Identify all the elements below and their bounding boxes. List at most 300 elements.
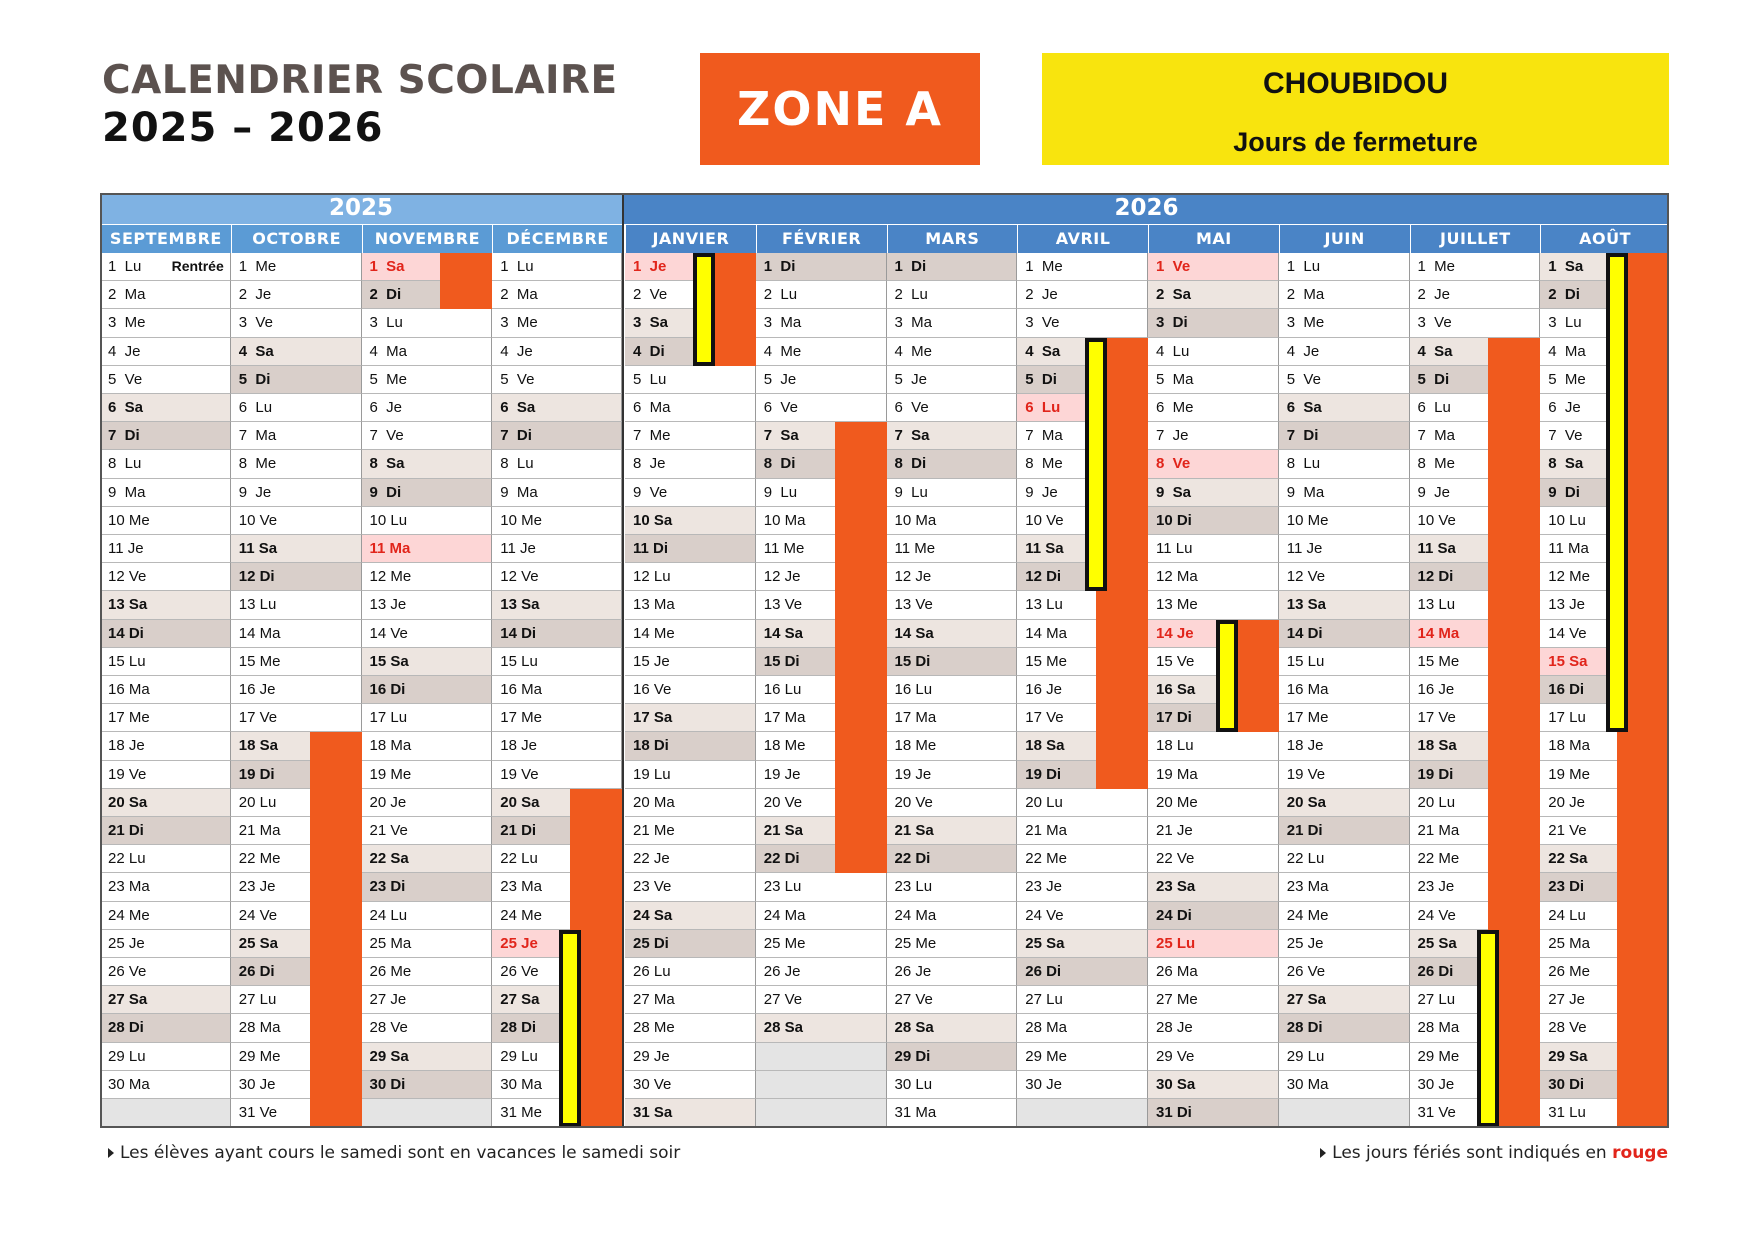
day-cell	[1148, 535, 1279, 563]
day-label: 29 Je	[633, 1047, 670, 1065]
day-label: 17 Lu	[1548, 709, 1586, 727]
day-label: 2 Ve	[633, 286, 668, 304]
day-label: 7 Me	[633, 427, 671, 445]
day-label: 15 Me	[1417, 652, 1460, 670]
day-cell	[100, 366, 231, 394]
day-label: 17 Me	[500, 709, 542, 727]
day-label: 11 Sa	[1025, 540, 1064, 557]
bullet-icon	[1320, 1148, 1326, 1158]
day-label: 27 Je	[369, 991, 407, 1009]
day-cell	[100, 676, 231, 704]
day-cell	[1279, 535, 1410, 563]
day-cell	[492, 676, 622, 704]
day-label: 8 Lu	[108, 455, 142, 473]
day-label: 27 Lu	[1417, 991, 1456, 1009]
day-label: 19 Di	[1417, 765, 1454, 783]
day-label: 14 Di	[1286, 624, 1323, 642]
day-cell	[887, 704, 1018, 732]
day-cell	[1279, 761, 1410, 789]
day-label: 7 Ve	[1548, 427, 1583, 445]
day-label: 16 Di	[369, 681, 406, 698]
day-cell	[100, 620, 231, 648]
day-label: 11 Je	[108, 540, 144, 557]
day-cell	[756, 873, 887, 901]
day-cell	[1148, 281, 1279, 309]
day-cell	[362, 535, 493, 563]
day-label: 26 Ve	[108, 963, 147, 980]
day-cell	[362, 338, 493, 366]
day-label: 7 Di	[108, 427, 140, 445]
day-label: 21 Di	[500, 822, 537, 839]
day-label: 23 Je	[1417, 878, 1455, 896]
day-label: 22 Sa	[1548, 850, 1588, 868]
day-label: 9 Di	[369, 483, 402, 501]
bullet-icon	[108, 1148, 114, 1158]
day-cell	[100, 930, 231, 958]
day-label: 2 Lu	[894, 286, 928, 304]
day-label: 28 Ma	[1025, 1019, 1067, 1037]
day-label: 27 Lu	[1025, 991, 1063, 1009]
day-cell	[100, 958, 231, 986]
day-label: 27 Sa	[1286, 991, 1326, 1009]
day-label: 13 Ve	[894, 596, 933, 614]
day-label: 10 Ve	[1417, 511, 1456, 529]
day-cell	[1279, 873, 1410, 901]
day-cell	[887, 761, 1018, 789]
day-label: 12 Ve	[1286, 568, 1326, 586]
day-cell	[492, 422, 622, 450]
day-cell	[231, 676, 362, 704]
day-label: 25 Ma	[369, 934, 412, 952]
day-cell	[492, 253, 622, 281]
day-cell	[625, 394, 756, 422]
day-cell	[887, 620, 1018, 648]
day-cell	[887, 732, 1018, 760]
day-cell	[756, 366, 887, 394]
day-cell	[625, 986, 756, 1014]
day-label: 9 Je	[1417, 483, 1451, 501]
day-label: 25 Sa	[1417, 934, 1457, 952]
day-cell	[1148, 986, 1279, 1014]
day-cell	[756, 338, 887, 366]
month-header-janvier: JANVIER	[625, 225, 756, 253]
closure-bar	[1085, 338, 1107, 592]
day-cell	[887, 902, 1018, 930]
day-cell	[756, 309, 887, 337]
day-cell	[1148, 1014, 1279, 1042]
day-cell	[362, 845, 493, 873]
day-label: 22 Me	[238, 850, 281, 868]
day-label: 18 Je	[108, 737, 145, 755]
day-label: 25 Lu	[1156, 934, 1196, 952]
day-cell	[100, 1014, 231, 1042]
day-label: 3 Me	[108, 314, 146, 332]
day-cell	[625, 620, 756, 648]
day-cell	[756, 1014, 887, 1042]
month-header-novembre: NOVEMBRE	[362, 225, 493, 253]
day-cell	[100, 422, 231, 450]
day-label: 4 Me	[894, 342, 933, 360]
day-label: 17 Lu	[369, 709, 408, 727]
day-label: 31 Lu	[1548, 1104, 1586, 1121]
day-label: 6 Ve	[894, 399, 929, 416]
day-cell	[625, 732, 756, 760]
day-cell	[100, 1043, 231, 1071]
day-label: 6 Lu	[1417, 399, 1451, 416]
day-label: 5 Ma	[1156, 370, 1194, 388]
day-cell	[756, 958, 887, 986]
day-label: 4 Ma	[369, 342, 408, 360]
day-label: 15 Di	[763, 652, 800, 670]
day-label: 17 Ve	[238, 709, 278, 727]
closure-bar	[559, 930, 581, 1127]
day-label: 27 Sa	[108, 991, 148, 1009]
day-label: 27 Me	[1156, 991, 1198, 1009]
day-label: 23 Ma	[1286, 878, 1329, 896]
day-cell	[1017, 930, 1148, 958]
day-label: 31 Ma	[894, 1104, 937, 1121]
day-label: 5 Di	[1417, 370, 1450, 388]
day-cell	[100, 761, 231, 789]
day-label: 24 Sa	[633, 906, 673, 924]
day-cell	[362, 930, 493, 958]
empty-cell	[756, 1099, 887, 1127]
day-label: 8 Sa	[369, 455, 405, 473]
day-cell	[1148, 789, 1279, 817]
day-label: 20 Ve	[894, 793, 933, 811]
day-label: 12 Di	[238, 568, 275, 586]
day-label: 22 Di	[763, 850, 800, 868]
day-cell	[1017, 309, 1148, 337]
day-label: 23 Ma	[108, 878, 150, 896]
day-label: 8 Me	[1417, 455, 1456, 473]
day-cell	[100, 591, 231, 619]
day-label: 26 Di	[1025, 963, 1062, 980]
day-cell	[1279, 253, 1410, 281]
day-label: 7 Di	[1286, 427, 1319, 445]
day-label: 27 Lu	[238, 991, 277, 1009]
day-label: 12 Di	[1417, 568, 1454, 586]
day-label: 7 Di	[500, 427, 532, 445]
day-cell	[1148, 253, 1279, 281]
school-year: 2025 – 2026	[102, 105, 384, 151]
day-label: 16 Di	[1548, 681, 1585, 698]
day-label: 18 Me	[763, 737, 806, 755]
day-cell	[1148, 958, 1279, 986]
day-label: 20 Sa	[108, 793, 148, 811]
day-cell	[887, 986, 1018, 1014]
day-label: 13 Sa	[500, 596, 540, 614]
day-label: 22 Sa	[369, 850, 409, 868]
day-label: 23 Lu	[894, 878, 933, 896]
day-label: 23 Sa	[1156, 878, 1196, 896]
day-cell	[231, 507, 362, 535]
day-cell	[100, 902, 231, 930]
day-label: 8 Me	[238, 455, 277, 473]
day-cell	[887, 1071, 1018, 1099]
day-label: 16 Sa	[1156, 681, 1196, 698]
day-label: 3 Ve	[1417, 314, 1452, 332]
day-cell	[1148, 817, 1279, 845]
day-label: 22 Di	[894, 850, 931, 868]
day-cell	[1279, 507, 1410, 535]
day-label: 19 Ma	[1156, 765, 1198, 783]
year-header-2025: 2025	[100, 193, 622, 224]
day-label: 24 Me	[108, 906, 150, 924]
day-label: 24 Lu	[369, 906, 408, 924]
day-cell	[1279, 309, 1410, 337]
day-cell	[1279, 450, 1410, 478]
day-cell	[1279, 422, 1410, 450]
day-cell	[100, 648, 231, 676]
month-header-mai: MAI	[1148, 225, 1279, 253]
day-label: 13 Je	[1548, 596, 1585, 614]
day-label: 22 Me	[1025, 850, 1067, 868]
day-label: 28 Me	[633, 1019, 675, 1037]
day-label: 24 Ma	[894, 906, 937, 924]
day-label: 26 Ve	[1286, 963, 1326, 980]
day-label: 29 Sa	[369, 1047, 409, 1065]
day-cell	[887, 676, 1018, 704]
day-label: 19 Je	[894, 765, 932, 783]
day-label: 27 Ve	[763, 991, 803, 1009]
day-label: 19 Ve	[108, 765, 147, 783]
day-label: 14 Di	[108, 624, 144, 642]
day-cell	[100, 704, 231, 732]
day-cell	[231, 704, 362, 732]
day-label: 13 Lu	[1025, 596, 1063, 614]
day-label: 18 Lu	[1156, 737, 1194, 755]
day-label: 8 Sa	[1548, 455, 1584, 473]
day-cell	[362, 761, 493, 789]
day-cell	[362, 422, 493, 450]
day-label: 12 Me	[1548, 568, 1590, 586]
day-label: 31 Sa	[633, 1104, 673, 1121]
day-label: 7 Sa	[763, 427, 799, 445]
day-label: 28 Di	[108, 1019, 144, 1037]
day-cell	[362, 902, 493, 930]
day-cell	[362, 704, 493, 732]
month-header-août: AOÛT	[1540, 225, 1669, 253]
day-label: 26 Je	[894, 963, 932, 980]
day-cell	[625, 648, 756, 676]
day-label: 25 Sa	[238, 934, 278, 952]
day-cell	[492, 338, 622, 366]
day-label: 17 Ve	[1025, 709, 1064, 727]
day-label: 13 Lu	[1417, 596, 1456, 614]
day-label: 30 Je	[238, 1075, 276, 1093]
day-cell	[100, 394, 231, 422]
day-label: 23 Je	[238, 878, 276, 896]
day-cell	[1410, 253, 1541, 281]
day-label: 10 Me	[108, 511, 150, 529]
vacation-bar	[440, 253, 492, 309]
day-cell	[887, 817, 1018, 845]
day-cell	[362, 507, 493, 535]
day-label: 30 Lu	[894, 1075, 933, 1093]
month-header-septembre: SEPTEMBRE	[100, 225, 231, 253]
day-label: 29 Lu	[1286, 1047, 1325, 1065]
day-label: 21 Sa	[894, 822, 934, 839]
day-cell	[1017, 845, 1148, 873]
day-label: 1 Me	[1417, 258, 1456, 275]
event-label: Rentrée	[171, 258, 224, 274]
closure-bar	[693, 253, 715, 366]
day-label: 4 Je	[500, 342, 533, 360]
month-header-décembre: DÉCEMBRE	[492, 225, 622, 253]
day-label: 2 Di	[1548, 286, 1580, 304]
day-cell	[887, 789, 1018, 817]
day-label: 13 Sa	[1286, 596, 1326, 614]
day-cell	[1148, 450, 1279, 478]
day-label: 5 Je	[763, 370, 797, 388]
day-label: 18 Sa	[1417, 737, 1457, 755]
day-cell	[362, 648, 493, 676]
day-label: 26 Ma	[1156, 963, 1198, 980]
day-label: 18 Sa	[238, 737, 278, 755]
day-label: 14 Ma	[238, 624, 281, 642]
day-cell	[887, 591, 1018, 619]
day-label: 9 Di	[1548, 483, 1580, 501]
day-cell	[362, 789, 493, 817]
day-label: 29 Di	[894, 1047, 931, 1065]
day-label: 21 Je	[1156, 822, 1193, 839]
day-label: 28 Sa	[894, 1019, 934, 1037]
day-label: 5 Di	[1025, 370, 1057, 388]
day-label: 4 Lu	[1156, 342, 1190, 360]
day-label: 19 Lu	[633, 765, 671, 783]
year-header-2026: 2026	[624, 193, 1669, 224]
day-label: 2 Ma	[108, 286, 146, 304]
day-cell	[1148, 761, 1279, 789]
day-label: 20 Ve	[763, 793, 803, 811]
day-cell	[100, 479, 231, 507]
month-header-février: FÉVRIER	[756, 225, 887, 253]
day-cell	[492, 507, 622, 535]
day-label: 7 Ma	[1417, 427, 1456, 445]
day-label: 31 Ve	[1417, 1104, 1456, 1121]
day-label: 6 Lu	[1025, 399, 1061, 416]
day-label: 8 Lu	[1286, 455, 1321, 473]
day-label: 12 Je	[894, 568, 932, 586]
day-label: 4 Sa	[1417, 342, 1453, 360]
day-label: 14 Ma	[1025, 624, 1067, 642]
day-cell	[362, 620, 493, 648]
day-label: 20 Sa	[500, 793, 540, 811]
day-label: 21 Sa	[763, 822, 803, 839]
day-label: 6 Sa	[108, 399, 144, 416]
day-label: 16 Ma	[1286, 681, 1329, 698]
day-label: 16 Lu	[894, 681, 933, 698]
day-cell	[625, 507, 756, 535]
day-label: 5 Ve	[108, 370, 143, 388]
day-label: 9 Sa	[1156, 483, 1192, 501]
day-label: 30 Di	[369, 1075, 406, 1093]
day-label: 2 Ma	[500, 286, 538, 304]
day-cell	[100, 281, 231, 309]
day-label: 25 Di	[633, 934, 669, 952]
day-label: 26 Lu	[633, 963, 671, 980]
day-label: 3 Lu	[369, 314, 403, 332]
closure-bar	[1606, 253, 1628, 732]
day-label: 29 Lu	[500, 1047, 538, 1065]
day-cell	[887, 873, 1018, 901]
day-label: 14 Ve	[369, 624, 408, 642]
day-label: 5 Me	[369, 370, 408, 388]
day-cell	[1017, 1071, 1148, 1099]
day-cell	[231, 535, 362, 563]
day-label: 5 Me	[1548, 370, 1586, 388]
day-label: 11 Sa	[238, 540, 278, 557]
day-label: 4 Je	[1286, 342, 1320, 360]
day-label: 23 Ve	[633, 878, 672, 896]
day-label: 10 Lu	[369, 511, 408, 529]
closure-days-label: Jours de fermeture	[1233, 127, 1478, 157]
day-label: 28 Ve	[1548, 1019, 1587, 1037]
day-label: 11 Lu	[1156, 540, 1193, 557]
day-label: 2 Je	[1025, 286, 1058, 304]
note-holidays: Les jours fériés sont indiqués en rouge	[1320, 1143, 1668, 1163]
day-label: 15 Me	[1025, 652, 1067, 670]
day-label: 4 Me	[763, 342, 802, 360]
day-cell	[625, 873, 756, 901]
day-label: 12 Lu	[633, 568, 671, 586]
day-label: 6 Je	[369, 399, 403, 416]
day-label: 12 Ma	[1156, 568, 1198, 586]
day-cell	[1279, 563, 1410, 591]
day-label: 9 Lu	[894, 483, 928, 501]
day-label: 19 Me	[369, 765, 412, 783]
day-cell	[887, 563, 1018, 591]
day-cell	[1279, 676, 1410, 704]
day-label: 1 Lu	[1286, 258, 1321, 275]
day-label: 11 Je	[500, 540, 536, 557]
day-label: 10 Lu	[1548, 511, 1586, 529]
day-cell	[492, 394, 622, 422]
day-label: 25 Ma	[1548, 934, 1590, 952]
day-label: 16 Ma	[108, 681, 150, 698]
day-cell	[756, 281, 887, 309]
day-label: 26 Je	[763, 963, 801, 980]
day-label: 31 Me	[500, 1104, 542, 1121]
day-label: 29 Me	[1025, 1047, 1067, 1065]
day-label: 18 Je	[500, 737, 537, 755]
day-label: 10 Di	[1156, 511, 1192, 529]
day-cell	[100, 845, 231, 873]
day-label: 15 Sa	[369, 652, 409, 670]
day-cell	[492, 704, 622, 732]
day-label: 25 Je	[108, 934, 145, 952]
day-label: 24 Me	[1286, 906, 1329, 924]
day-cell	[1148, 563, 1279, 591]
day-cell	[625, 563, 756, 591]
day-label: 24 Ve	[1025, 906, 1064, 924]
day-cell	[1017, 281, 1148, 309]
day-label: 3 Me	[1286, 314, 1325, 332]
day-label: 26 Ve	[500, 963, 539, 980]
day-cell	[625, 930, 756, 958]
day-cell	[362, 873, 493, 901]
day-label: 6 Lu	[238, 399, 273, 416]
day-cell	[100, 732, 231, 760]
day-cell	[1279, 1071, 1410, 1099]
day-cell	[492, 761, 622, 789]
day-cell	[625, 450, 756, 478]
day-cell	[887, 422, 1018, 450]
day-cell	[625, 1014, 756, 1042]
day-cell	[362, 1014, 493, 1042]
day-label: 5 Ve	[1286, 370, 1321, 388]
